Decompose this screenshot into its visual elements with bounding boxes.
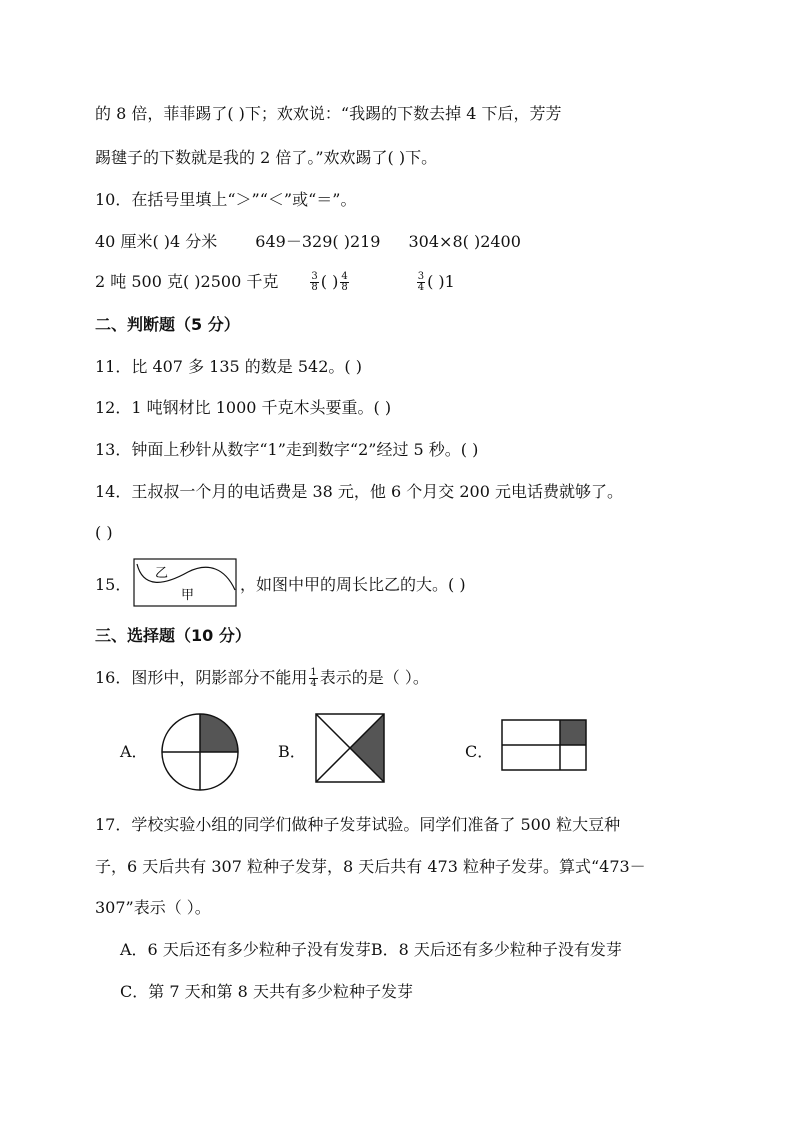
question-12: 12．1 吨钢材比 1000 千克木头要重。( ) [95, 398, 392, 417]
q10-item-f: ( )1 [427, 272, 455, 291]
option-b-square-figure [314, 712, 386, 784]
text-line-2: 踢毽子的下数就是我的 2 倍了。”欢欢踢了( )下。 [95, 148, 438, 167]
q10-item-b: 649－329( )219 [255, 232, 381, 251]
q10-item-e: ( ) [320, 272, 339, 291]
q10-item-d: 2 吨 500 克( )2500 千克 [95, 272, 279, 291]
fraction-3-8: $\frac{3}{8}$ [311, 271, 318, 293]
question-11: 11．比 407 多 135 的数是 542。( ) [95, 357, 362, 376]
question-15-number: 15． [95, 575, 132, 594]
fraction-3-4: $\frac{3}{4}$ [417, 271, 425, 293]
text-line-1: 的 8 倍，菲菲踢了( )下；欢欢说：“我踢的下数去掉 4 下后，芳芳 [95, 104, 562, 123]
section-2-heading: 二、判断题（5 分） [95, 315, 240, 334]
q15-label-lower: 甲 [181, 588, 195, 603]
question-14-answer: ( ) [95, 523, 113, 542]
section-3-heading: 三、选择题（10 分） [95, 626, 251, 645]
option-a-label: A． [120, 742, 148, 761]
question-16 [95, 668, 429, 689]
question-17-option-c: C．第 7 天和第 8 天共有多少粒种子发芽 [120, 982, 413, 1001]
q15-label-upper: 乙 [155, 566, 169, 581]
option-a-circle-figure [160, 712, 240, 792]
question-14: 14．王叔叔一个月的电话费是 38 元，他 6 个月交 200 元电话费就够了。 [95, 482, 623, 501]
option-c-label: C． [465, 742, 494, 761]
fraction-4-8: $\frac{4}{8}$ [341, 271, 348, 293]
question-13: 13．钟面上秒针从数字“1”走到数字“2”经过 5 秒。( ) [95, 440, 479, 459]
question-17-line-3: 307”表示（ ）。 [95, 898, 211, 917]
question-15-text: ，如图中甲的周长比乙的大。( ) [240, 575, 466, 594]
question-17-options-ab: A．6 天后还有多少粒种子没有发芽B．8 天后还有多少粒种子没有发芽 [120, 940, 622, 959]
question-17-line-1: 17．学校实验小组的同学们做种子发芽试验。同学们准备了 500 粒大豆种 [95, 815, 621, 834]
option-c-rectangle-figure [500, 718, 588, 772]
question-16-post: 表示的是（ ）。 [319, 668, 429, 687]
fraction-1-4: $\frac{1}{4}$ [310, 667, 317, 689]
q15-figure [133, 558, 237, 608]
question-10: 10．在括号里填上“＞”“＜”或“＝”。 [95, 190, 357, 209]
q10-item-a: 40 厘米( )4 分米 [95, 232, 218, 251]
question-17-line-2: 子，6 天后共有 307 粒种子发芽，8 天后共有 473 粒种子发芽。算式“473－ [95, 857, 646, 876]
question-16-pre: 16．图形中，阴影部分不能用 [95, 668, 308, 687]
option-b-label: B． [278, 742, 306, 761]
q10-row-2 [95, 272, 455, 293]
q10-item-c: 304×8( )2400 [408, 232, 521, 251]
q10-row-1 [95, 232, 521, 252]
